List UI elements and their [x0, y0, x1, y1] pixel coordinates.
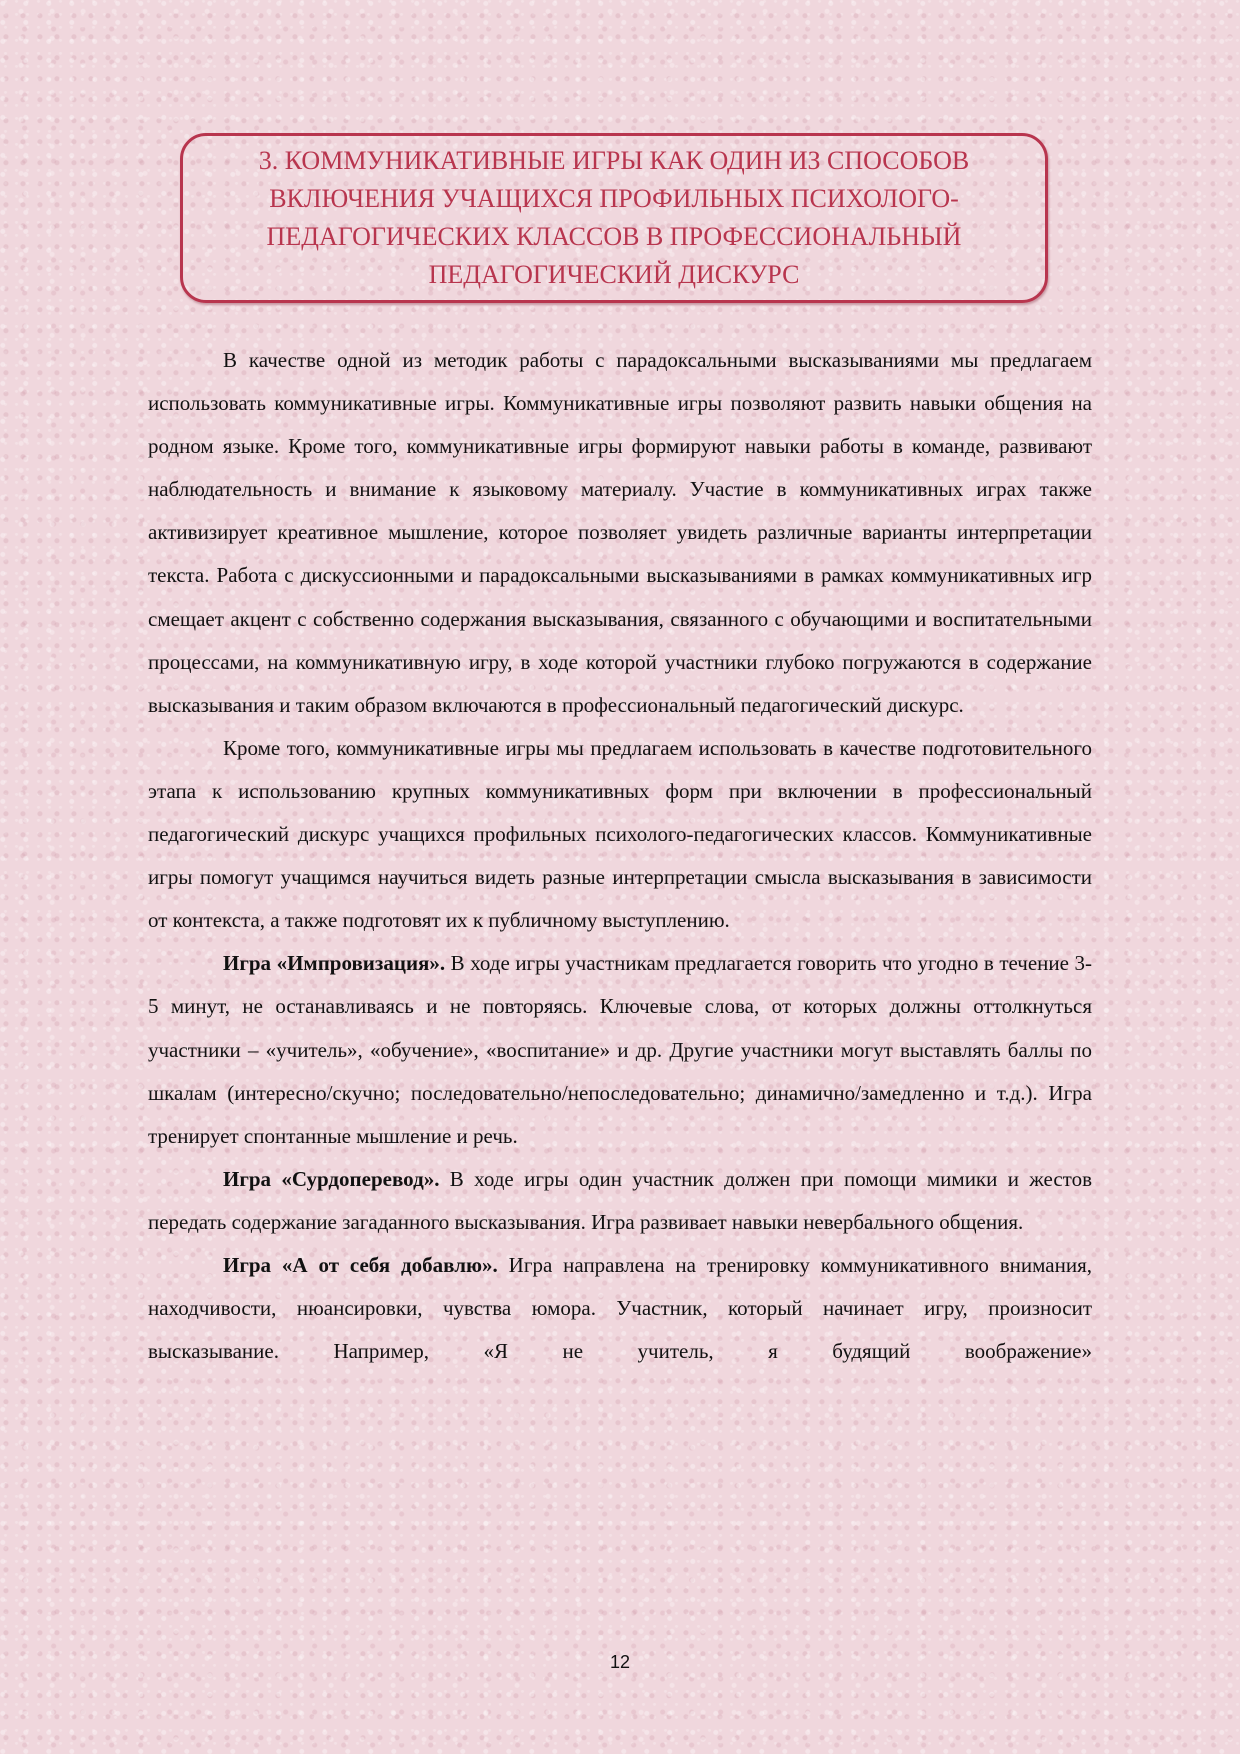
game-text-add-from-myself: Игра направлена на тренировку коммуникативного внимания, находчивости, нюансировки, чувства юмора. Участник, который начинает игру, произносит высказывание. Например, «Я не учитель, я будящий воображение»	[148, 1252, 1092, 1364]
game-text-improvisation: В ходе игры участникам предлагается говорить что угодно в течение 3-5 минут, не останавливаясь и не повторяясь. Ключевые слова, от которых должны оттолкнуться участники – «учитель», «обучение», «воспитание» и др. Другие участники могут выставлять баллы по шкалам (интересно/скучно; последовательно/непоследовательно; динамично/замедленно и т.д.). Игра тренирует спонтанные мышление и речь.	[148, 951, 1092, 1148]
section-title-box	[180, 133, 1048, 303]
paragraph-intro: В качестве одной из методик работы с парадоксальными высказываниями мы предлагаем использовать коммуникативные игры. Коммуникативные игры позволяют развить навыки общения на родном языке. Кроме того, коммуникативные игры формируют навыки работы в команде, развивают наблюдательность и внимание к языковому материалу. Участие в коммуникативных играх также активизирует креативное мышление, которое позволяет увидеть различные варианты интерпретации текста. Работа с дискуссионными и парадоксальными высказываниями в рамках коммуникативных игр смещает акцент с собственно содержания высказывания, связанного с обучающими и воспитательными процессами, на коммуникативную игру, в ходе которой участники глубоко погружаются в содержание высказывания и таким образом включаются в профессиональный педагогический дискурс.	[148, 348, 1092, 717]
game-name-add-from-myself: Игра «А от себя добавлю».	[223, 1252, 498, 1277]
game-name-sign-translation: Игра «Сурдоперевод».	[223, 1166, 440, 1191]
section-title: 3. КОММУНИКАТИВНЫЕ ИГРЫ КАК ОДИН ИЗ СПОСОБОВ ВКЛЮЧЕНИЯ УЧАЩИХСЯ ПРОФИЛЬНЫХ ПСИХОЛОГО-ПЕДАГОГИЧЕСКИХ КЛАССОВ В ПРОФЕССИОНАЛЬНЫЙ ПЕДАГОГИЧЕСКИЙ ДИСКУРС	[258, 146, 970, 289]
game-add-from-myself	[148, 1244, 1092, 1373]
page-number: 12	[609, 1652, 631, 1672]
game-name-improvisation: Игра «Импровизация».	[223, 951, 446, 976]
body-text	[148, 339, 1092, 1373]
game-improvisation	[148, 942, 1092, 1157]
paragraph-preparation: Кроме того, коммуникативные игры мы предлагаем использовать в качестве подготовительного этапа к использованию крупных коммуникативных форм при включении в профессиональный педагогический дискурс учащихся профильных психолого-педагогических классов. Коммуникативные игры помогут учащимся научиться видеть разные интерпретации смысла высказывания в зависимости от контекста, а также подготовят их к публичному выступлению.	[148, 735, 1092, 933]
game-text-sign-translation: В ходе игры один участник должен при помощи мимики и жестов передать содержание загаданного высказывания. Игра развивает навыки невербального общения.	[148, 1166, 1092, 1234]
game-sign-translation	[148, 1158, 1092, 1244]
